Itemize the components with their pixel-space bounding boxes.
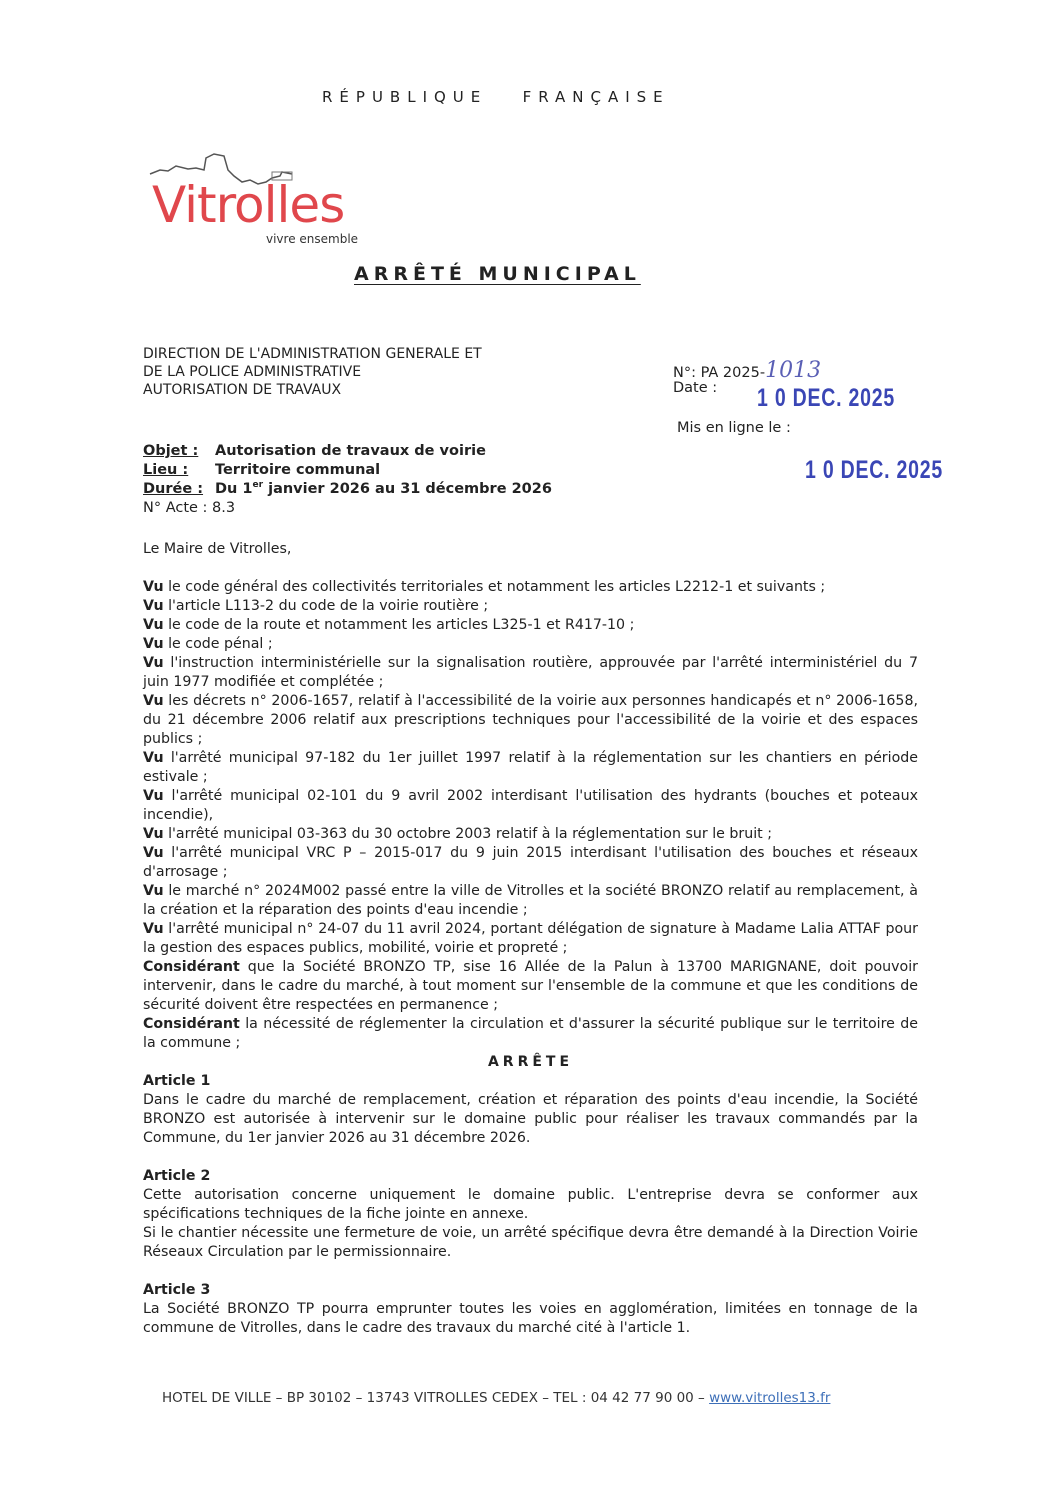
vu-item-text: les décrets n° 2006-1657, relatif à l'accessibilité de la voirie aux personnes handicapés et n° 2006-1658, du 21 décembre 2006 relatif aux prescriptions techniques pour l'accessibilité de la voirie et des espaces publics ; bbox=[143, 693, 918, 747]
vu-item-label: Vu bbox=[143, 845, 164, 861]
articles-list bbox=[143, 1072, 918, 1338]
direction-line-2: DE LA POLICE ADMINISTRATIVE bbox=[143, 364, 362, 380]
vu-item-text: le marché n° 2024M002 passé entre la ville de Vitrolles et la société BRONZO relatif au remplacement, à la création et la réparation des points d'eau incendie ; bbox=[143, 883, 918, 918]
arrete-heading: ARRÊTE bbox=[487, 1054, 574, 1070]
vu-item-text: le code général des collectivités territoriales et notamment les articles L2212-1 et suivants ; bbox=[163, 579, 826, 595]
vu-item bbox=[143, 654, 918, 692]
vu-item bbox=[143, 749, 918, 787]
vu-item-label: Vu bbox=[143, 579, 164, 595]
objet-label: Objet : bbox=[143, 443, 199, 459]
vu-item bbox=[143, 787, 918, 825]
article-title: Article 1 bbox=[143, 1073, 211, 1089]
considerant-item-label: Considérant bbox=[143, 1016, 240, 1032]
considerant-item-text: que la Société BRONZO TP, sise 16 Allée de la Palun à 13700 MARIGNANE, doit pouvoir intervenir, dans le cadre du marché, à tout moment sur l'ensemble de la commune et que les conditions de sécurité doivent être respectées en permanence ; bbox=[143, 959, 918, 1013]
vu-item-label: Vu bbox=[143, 788, 164, 804]
article-1 bbox=[143, 1072, 918, 1148]
vu-item-text: le code de la route et notamment les articles L325-1 et R417-10 ; bbox=[163, 617, 635, 633]
duree-pre: Du 1 bbox=[215, 481, 253, 497]
considerant-item-text: la nécessité de réglementer la circulation et d'assurer la sécurité publique sur le territoire de la commune ; bbox=[143, 1016, 918, 1051]
duree-label: Durée : bbox=[143, 481, 204, 497]
online-stamp: 1 0 DEC. 2025 bbox=[805, 456, 944, 484]
vu-item-text: l'instruction interministérielle sur la signalisation routière, approuvée par l'arrêté interministériel du 7 juin 1977 modifiée et complétée ; bbox=[143, 655, 918, 690]
vu-item-label: Vu bbox=[143, 750, 164, 766]
duree-value bbox=[215, 481, 552, 497]
article-title: Article 3 bbox=[143, 1282, 211, 1298]
republique-francaise-header: RÉPUBLIQUE FRANÇAISE bbox=[322, 88, 670, 106]
footer bbox=[162, 1390, 830, 1406]
online-label: Mis en ligne le : bbox=[677, 420, 791, 436]
article-text: La Société BRONZO TP pourra emprunter toutes les voies en agglomération, limitées en tonnage de la commune de Vitrolles, dans le cadre des travaux du marché cité à l'article 1. bbox=[143, 1301, 918, 1336]
article-3 bbox=[143, 1281, 918, 1338]
article-2 bbox=[143, 1167, 918, 1262]
logo-tagline: vivre ensemble bbox=[266, 232, 359, 246]
article-text-2: Si le chantier nécessite une fermeture de voie, un arrêté spécifique devra être demandé à la Direction Voirie Réseaux Circulation par le permissionnaire. bbox=[143, 1225, 918, 1260]
vu-item-label: Vu bbox=[143, 655, 164, 671]
vu-item bbox=[143, 616, 918, 635]
vu-item-label: Vu bbox=[143, 921, 164, 937]
date-stamp: 1 0 DEC. 2025 bbox=[757, 384, 896, 412]
vu-item bbox=[143, 844, 918, 882]
vu-item-text: l'arrêté municipal 03-363 du 30 octobre 2003 relatif à la réglementation sur le bruit ; bbox=[163, 826, 773, 842]
vu-item-label: Vu bbox=[143, 598, 164, 614]
vu-item bbox=[143, 597, 918, 616]
website-link[interactable]: www.vitrolles13.fr bbox=[709, 1390, 831, 1406]
direction-line-3: AUTORISATION DE TRAVAUX bbox=[143, 382, 342, 398]
considerant-list bbox=[143, 958, 918, 1053]
vu-list bbox=[143, 578, 918, 958]
vu-item-text: l'arrêté municipal n° 24-07 du 11 avril 2024, portant délégation de signature à Madame Lalia ATTAF pour la gestion des espaces publics, mobilité, voirie et propreté ; bbox=[143, 921, 918, 956]
duree-sup: er bbox=[252, 480, 264, 491]
considerant-item bbox=[143, 1015, 918, 1053]
footer-address: HOTEL DE VILLE – BP 30102 – 13743 VITROLLES CEDEX – TEL : 04 42 77 90 00 – bbox=[162, 1390, 710, 1406]
lieu-label: Lieu : bbox=[143, 462, 189, 478]
vu-item-text: l'article L113-2 du code de la voirie routière ; bbox=[163, 598, 489, 614]
document-body bbox=[143, 540, 918, 1338]
vu-item-label: Vu bbox=[143, 617, 164, 633]
vu-item-text: l'arrêté municipal VRC P – 2015-017 du 9 juin 2015 interdisant l'utilisation des bouches et réseaux d'arrosage ; bbox=[143, 845, 918, 880]
acte-number: N° Acte : 8.3 bbox=[143, 500, 236, 516]
considerant-item bbox=[143, 958, 918, 1015]
direction-block bbox=[143, 345, 482, 399]
article-text: Cette autorisation concerne uniquement le domaine public. L'entreprise devra se conformer aux spécifications techniques de la fiche jointe en annexe. bbox=[143, 1187, 918, 1222]
direction-line-1: DIRECTION DE L'ADMINISTRATION GENERALE ET bbox=[143, 346, 482, 362]
duree-post: janvier 2026 au 31 décembre 2026 bbox=[263, 481, 552, 497]
date-label: Date : bbox=[673, 380, 718, 396]
objet-value: Autorisation de travaux de voirie bbox=[215, 443, 486, 459]
vitrolles-logo bbox=[148, 152, 388, 247]
article-title: Article 2 bbox=[143, 1168, 211, 1184]
objet-block bbox=[143, 442, 552, 518]
logo-wordmark: Vitrolles bbox=[152, 176, 345, 234]
vu-item bbox=[143, 635, 918, 654]
page-title: ARRÊTÉ MUNICIPAL bbox=[354, 263, 641, 285]
article-text: Dans le cadre du marché de remplacement, création et réparation des points d'eau incendie, la Société BRONZO est autorisée à intervenir sur le domaine public pour réaliser les travaux commandés par la Commune, du 1er janvier 2026 au 31 décembre 2026. bbox=[143, 1092, 918, 1146]
vu-item-label: Vu bbox=[143, 826, 164, 842]
vu-item-text: l'arrêté municipal 02-101 du 9 avril 2002 interdisant l'utilisation des hydrants (bouches et poteaux incendie), bbox=[143, 788, 918, 823]
numero-handwritten: 1013 bbox=[765, 358, 822, 383]
considerant-item-label: Considérant bbox=[143, 959, 240, 975]
greeting: Le Maire de Vitrolles, bbox=[143, 541, 292, 557]
vu-item bbox=[143, 882, 918, 920]
vu-item-label: Vu bbox=[143, 693, 164, 709]
vu-item bbox=[143, 692, 918, 749]
vu-item bbox=[143, 578, 918, 597]
vu-item-text: l'arrêté municipal 97-182 du 1er juillet 1997 relatif à la réglementation sur les chantiers en période estivale ; bbox=[143, 750, 918, 785]
vu-item bbox=[143, 825, 918, 844]
vu-item bbox=[143, 920, 918, 958]
vu-item-text: le code pénal ; bbox=[163, 636, 273, 652]
lieu-value: Territoire communal bbox=[215, 462, 381, 478]
vu-item-label: Vu bbox=[143, 636, 164, 652]
vu-item-label: Vu bbox=[143, 883, 164, 899]
numero-label: N°: PA 2025- bbox=[673, 365, 766, 381]
